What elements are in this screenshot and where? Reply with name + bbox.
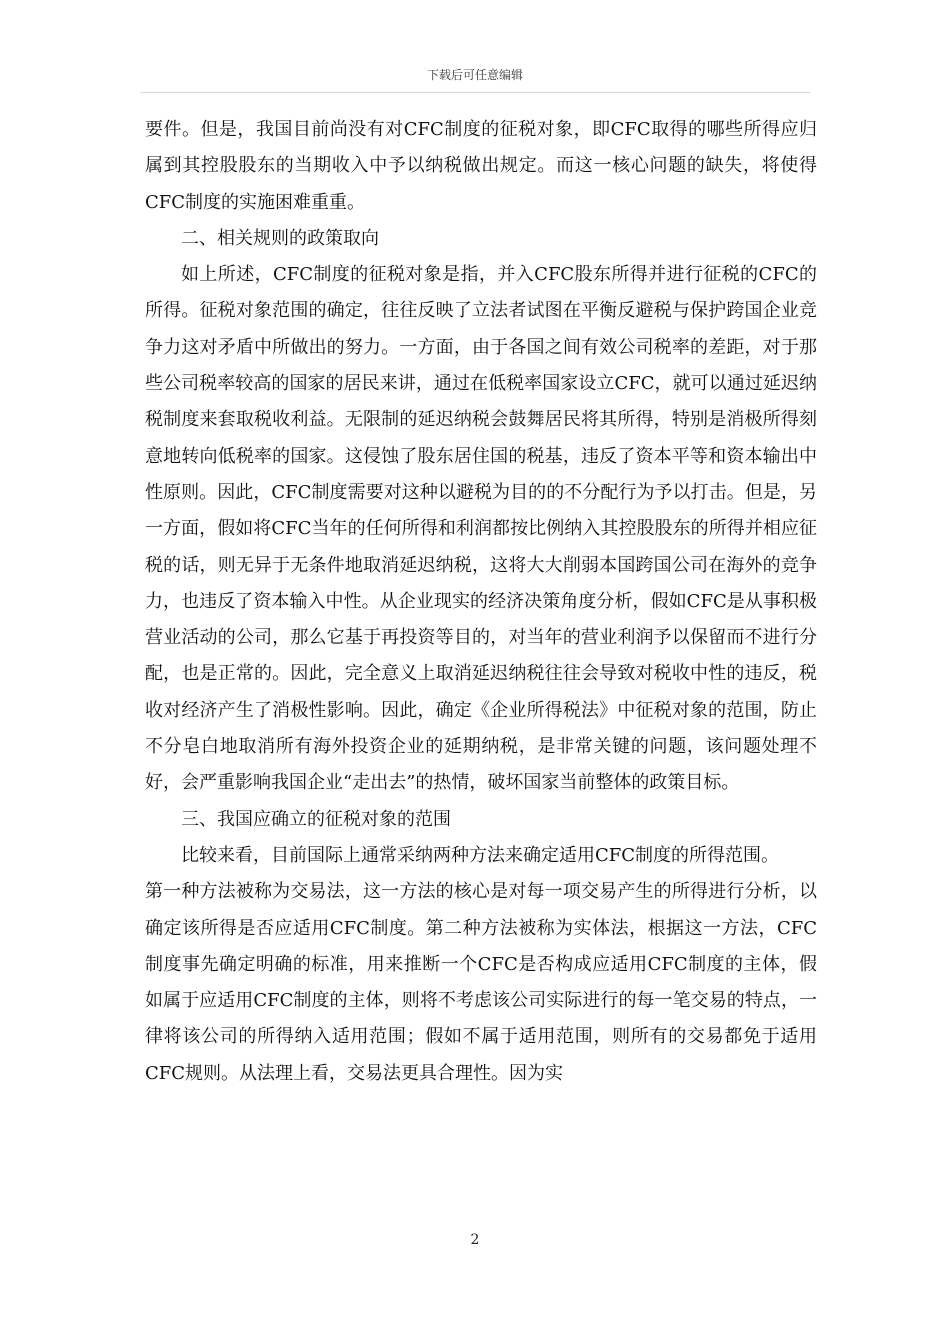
page-header: 下载后可任意编辑 — [426, 68, 523, 82]
section-heading: 三、我国应确立的征税对象的范围 — [181, 808, 451, 830]
paragraph: 要件。但是，我国目前尚没有对CFC制度的征税对象，即CFC取得的哪些所得应归属到其控股股东的当期收入中予以纳税做出规定。而这一核心问题的缺失，将使得CFC制度的实施困难重重。 — [145, 119, 817, 213]
paragraph: 第一种方法被称为交易法，这一方法的核心是对每一项交易产生的所得进行分析，以确定该所得是否应适用CFC制度。第二种方法被称为实体法，根据这一方法，CFC制度事先确定明确的标准，用来推断一个CFC是否构成应适用CFC制度的主体，假如属于应适用CFC制度的主体，则将不考虑该公司实际进行的每一笔交易的特点，一律将该公司的所得纳入适用范围；假如不属于适用范围，则所有的交易都免于适用CFC规则。从法理上看，交易法更具合理性。因为实 — [145, 881, 817, 1084]
paragraph: 比较来看，目前国际上通常采纳两种方法来确定适用CFC制度的所得范围。 — [181, 844, 780, 866]
paragraph: 如上所述，CFC制度的征税对象是指，并入CFC股东所得并进行征税的CFC的所得。征税对象范围的确定，往往反映了立法者试图在平衡反避税与保护跨国企业竞争力这对矛盾中所做出的努力。一方面，由于各国之间有效公司税率的差距，对于那些公司税率较高的国家的居民来讲，通过在低税率国家设立CFC，就可以通过延迟纳税制度来套取税收利益。无限制的延迟纳税会鼓舞居民将其所得，特别是消极所得刻意地转向低税率的国家。这侵蚀了股东居住国的税基，违反了资本平等和资本输出中性原则。因此，CFC制度需要对这种以避税为目的的不分配行为予以打击。但是，另一方面，假如将CFC当年的任何所得和利润都按比例纳入其控股股东的所得并相应征税的话，则无异于无条件地取消延迟纳税，这将大大削弱本国跨国公司在海外的竞争力，也违反了资本输入中性。从企业现实的经济决策角度分析，假如CFC是从事积极营业活动的公司，那么它基于再投资等目的，对当年的营业利润予以保留而不进行分配，也是正常的。因此，完全意义上取消延迟纳税往往会导致对税收中性的违反，税收对经济产生了消极性影响。因此，确定《企业所得税法》中征税对象的范围，防止不分皂白地取消所有海外投资企业的延期纳税，是非常关键的问题，该问题处理不好，会严重影响我国企业“走出去”的热情，破坏国家当前整体的政策目标。 — [145, 264, 817, 794]
header-divider — [140, 92, 810, 93]
document-body — [145, 112, 817, 1092]
section-heading: 二、相关规则的政策取向 — [181, 227, 379, 249]
page-number: 2 — [470, 1232, 480, 1248]
